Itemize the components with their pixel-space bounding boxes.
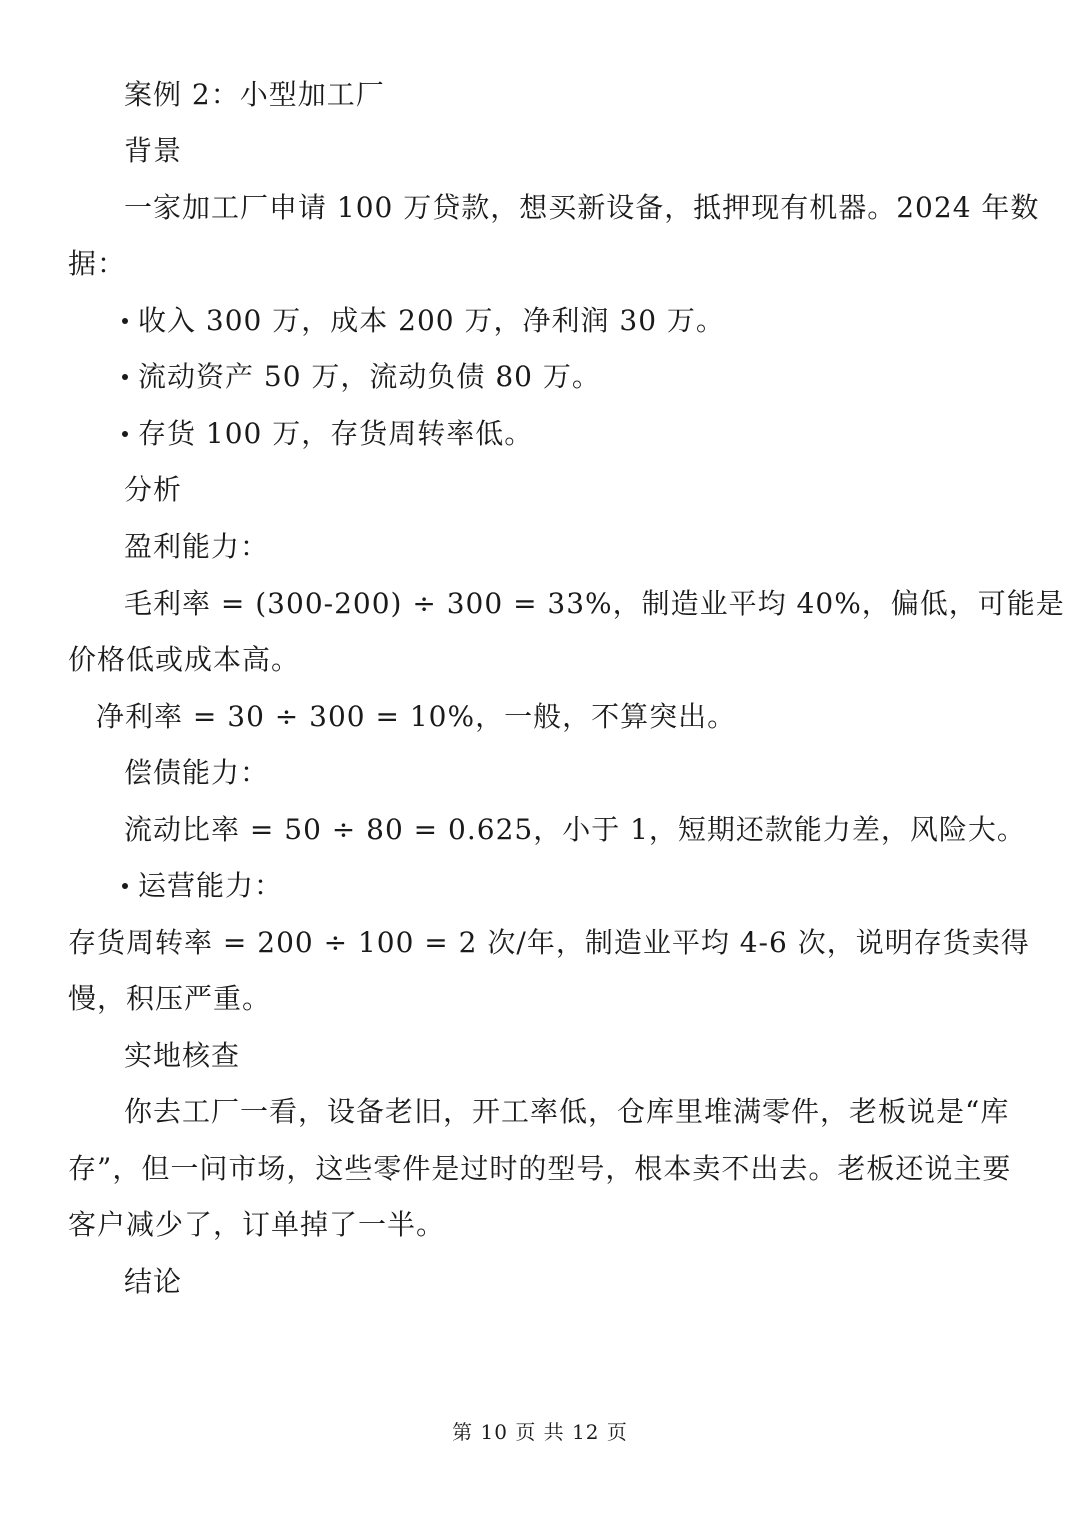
background-text: 一家加工厂申请 100 万贷款，想买新设备，抵押现有机器。2024 年数 (124, 191, 1040, 224)
bullet-icon (122, 431, 128, 437)
conclusion-heading: 结论 (124, 1265, 183, 1298)
profitability-heading: 盈利能力： (124, 530, 270, 563)
page-footer: 第 10 页 共 12 页 (452, 1420, 628, 1444)
site-check-heading: 实地核查 (124, 1039, 241, 1072)
bullet-item (122, 414, 533, 454)
background-text-continued: 据： (68, 247, 127, 280)
bullet-text: 存货 100 万，存货周转率低。 (138, 417, 534, 450)
analysis-heading: 分析 (124, 473, 183, 506)
site-check-text-continued: 存”，但一问市场，这些零件是过时的型号，根本卖不出去。老板还说主要 (68, 1152, 1012, 1185)
bullet-icon (122, 883, 128, 889)
bullet-icon (122, 318, 128, 324)
site-check-text-continued: 客户减少了，订单掉了一半。 (68, 1208, 446, 1241)
operations-heading: 运营能力： (138, 869, 284, 902)
bullet-item (122, 357, 601, 397)
gross-margin-text: 毛利率 = (300-200) ÷ 300 = 33%，制造业平均 40%，偏低，可能是 (124, 587, 1065, 620)
bullet-text: 流动资产 50 万，流动负债 80 万。 (138, 360, 601, 393)
solvency-heading: 偿债能力： (124, 756, 270, 789)
bullet-item (122, 301, 725, 341)
inventory-turnover-text-continued: 慢，积压严重。 (68, 982, 272, 1015)
bullet-text: 收入 300 万，成本 200 万，净利润 30 万。 (138, 304, 725, 337)
net-margin-text: 净利率 = 30 ÷ 300 = 10%，一般，不算突出。 (96, 700, 737, 733)
inventory-turnover-text: 存货周转率 = 200 ÷ 100 = 2 次/年，制造业平均 4-6 次，说明存货卖得 (68, 926, 1030, 959)
current-ratio-text: 流动比率 = 50 ÷ 80 = 0.625，小于 1，短期还款能力差，风险大。 (124, 813, 1026, 846)
operations-heading-item (122, 866, 283, 906)
bullet-icon (122, 374, 128, 380)
site-check-text: 你去工厂一看，设备老旧，开工率低，仓库里堆满零件，老板说是“库 (124, 1095, 1010, 1128)
gross-margin-text-continued: 价格低或成本高。 (68, 643, 301, 676)
case-title: 案例 2：小型加工厂 (124, 78, 385, 111)
background-heading: 背景 (124, 134, 183, 167)
